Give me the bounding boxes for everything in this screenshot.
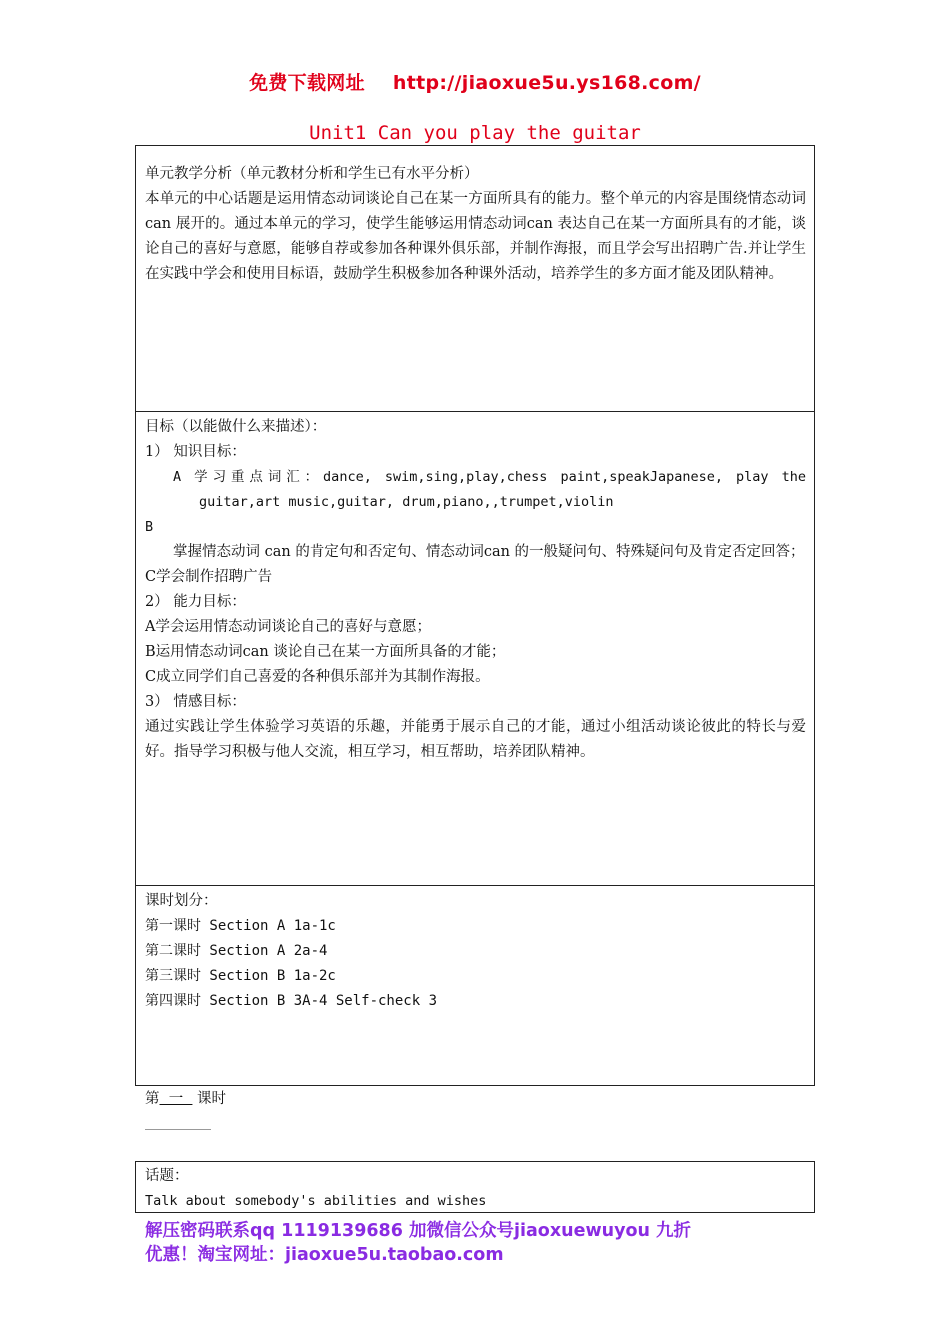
- schedule-item-1: 第一课时 Section A 1a-1c: [145, 918, 336, 934]
- emotion-heading: 3） 情感目标：: [145, 694, 246, 710]
- ability-item-b: B运用情态动词can 谈论自己在某一方面所具备的才能；: [145, 644, 506, 660]
- period-underline: [145, 1129, 211, 1130]
- ability-item-a: A学会运用情态动词谈论自己的喜好与意愿；: [145, 619, 431, 635]
- emotion-body: 通过实践让学生体验学习英语的乐趣，并能勇于展示自己的才能，通过小组活动谈论彼此的特长与爱好。指导学习积极与他人交流，相互学习，相互帮助，培养团队精神。: [145, 719, 806, 760]
- schedule-box: [135, 885, 815, 1086]
- footer-promo: [145, 1219, 825, 1267]
- download-header: [0, 68, 950, 95]
- page-title: Unit1 Can you play the guitar: [309, 122, 641, 144]
- topic-box: [135, 1161, 815, 1213]
- topic-heading: 话题：: [145, 1168, 189, 1184]
- topic-body: Talk about somebody's abilities and wishes: [145, 1193, 487, 1209]
- ability-item-c: C成立同学们自己喜爱的各种俱乐部并为其制作海报。: [145, 669, 490, 685]
- period-number: 一: [159, 1091, 193, 1107]
- analysis-heading: 单元教学分析（单元教材分析和学生已有水平分析）: [145, 166, 479, 182]
- knowledge-item-b: [145, 540, 806, 565]
- knowledge-item-c: C学会制作招聘广告: [145, 569, 273, 585]
- footer-line-1: 解压密码联系qq 1119139686 加微信公众号jiaoxuewuyou 九折: [145, 1221, 692, 1241]
- analysis-body: 本单元的中心话题是运用情态动词谈论自己在某一方面所具有的能力。整个单元的内容是围绕情态动词 can 展开的。通过本单元的学习，使学生能够运用情态动词can 表达自己在某一方面所具有的才能，谈论自己的喜好与意愿，能够自荐或参加各种课外俱乐部，并制作海报，而且学会写出招聘广告.并让学生在实践中学会和使用目标语，鼓励学生积极参加各种课外活动，培养学生的多方面才能及团队精神。: [145, 191, 806, 282]
- download-url-link[interactable]: http://jiaoxue5u.ys168.com/: [392, 72, 701, 94]
- knowledge-item-b-text: 掌握情态动词 can 的肯定句和否定句、情态动词can 的一般疑问句、特殊疑问句及肯定否定回答；: [173, 544, 805, 560]
- footer-line-2[interactable]: 优惠！淘宝网址：jiaoxue5u.taobao.com: [145, 1245, 504, 1265]
- period-prefix: 第: [145, 1091, 160, 1107]
- goals-box: [135, 411, 815, 886]
- period-suffix: 课时: [192, 1091, 227, 1107]
- knowledge-item-a: [145, 465, 806, 515]
- knowledge-heading: 1） 知识目标：: [145, 444, 246, 460]
- ability-heading: 2） 能力目标：: [145, 594, 246, 610]
- knowledge-item-b-label: B: [145, 519, 154, 535]
- knowledge-item-a-text: A 学习重点词汇：dance, swim,sing,play,chess paint,speakJapanese, play the guitar,art music,guitar, drum,piano,,trumpet,violin: [173, 469, 806, 510]
- schedule-item-4: 第四课时 Section B 3A-4 Self-check 3: [145, 993, 438, 1009]
- schedule-heading: 课时划分：: [145, 893, 218, 909]
- schedule-item-2: 第二课时 Section A 2a-4: [145, 943, 328, 959]
- download-label: 免费下载网址: [249, 72, 365, 94]
- unit-analysis-box: [135, 145, 815, 412]
- goals-heading: 目标（以能做什么来描述）：: [145, 419, 327, 435]
- schedule-item-3: 第三课时 Section B 1a-2c: [145, 968, 336, 984]
- period-label: [145, 1088, 226, 1110]
